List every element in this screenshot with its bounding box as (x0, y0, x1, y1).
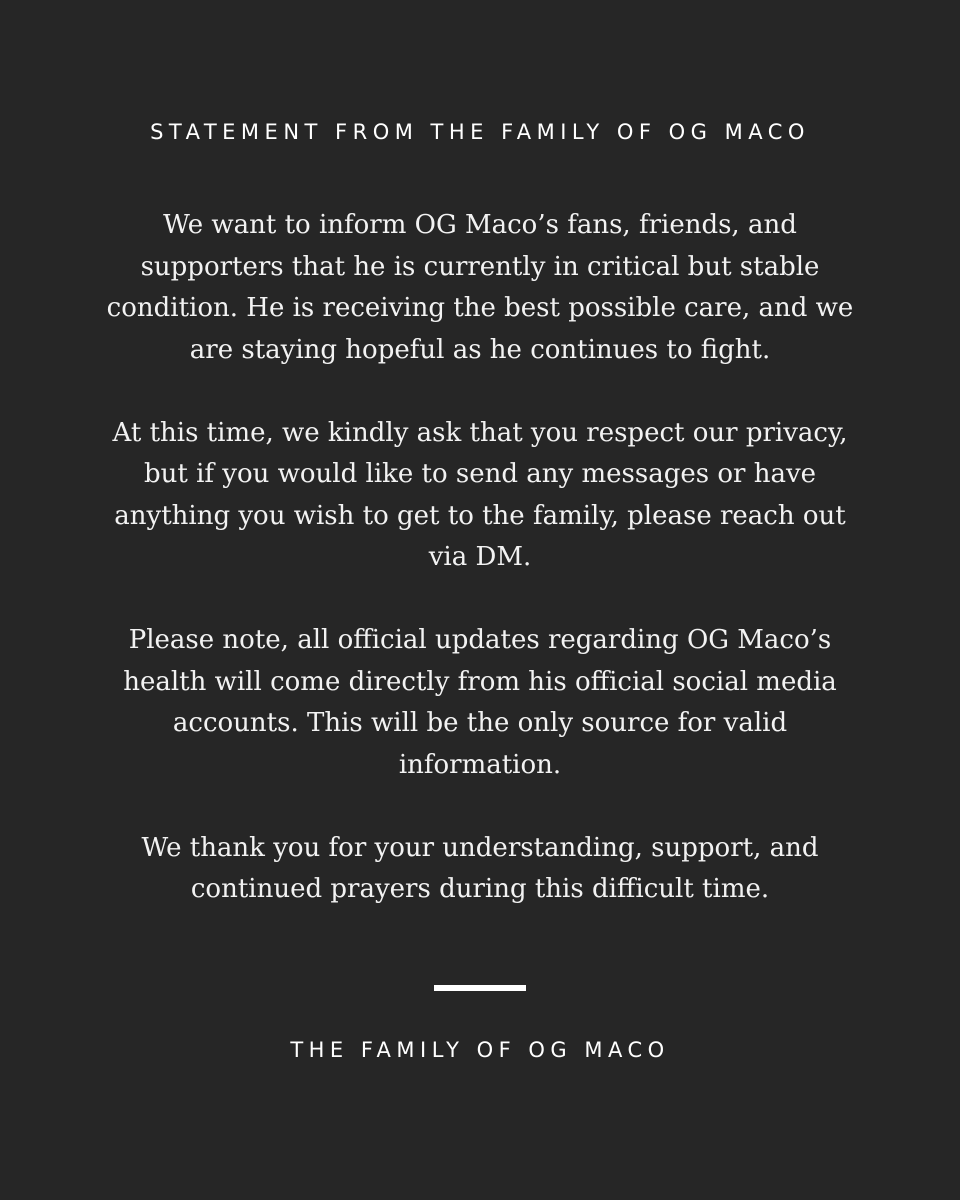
text-line: are staying hopeful as he continues to fight. (189, 334, 771, 365)
text-line: but if you would like to send any messages or have (143, 459, 817, 489)
text-line: accounts. This will be the only source for valid (172, 708, 788, 738)
statement-body (80, 205, 880, 952)
text-line: condition. He is receiving the best possible care, and we (106, 293, 854, 323)
paragraph-updates (80, 620, 880, 786)
divider (434, 985, 526, 991)
paragraph-condition (80, 205, 880, 371)
text-line: health will come directly from his official social media (123, 666, 837, 697)
text-line: continued prayers during this difficult time. (190, 874, 770, 904)
paragraph-thanks (80, 828, 880, 911)
signature: THE FAMILY OF OG MACO (290, 1038, 670, 1062)
text-line: Please note, all official updates regarding OG Maco’s (128, 625, 832, 655)
text-line: supporters that he is currently in critical but stable (140, 251, 820, 282)
paragraph-privacy (80, 413, 880, 579)
text-line: We thank you for your understanding, support, and (141, 832, 819, 863)
text-line: via DM. (428, 542, 532, 572)
text-line: At this time, we kindly ask that you respect our privacy, (112, 417, 848, 448)
text-line: We want to inform OG Maco’s fans, friends, and (163, 210, 797, 240)
statement-title: STATEMENT FROM THE FAMILY OF OG MACO (150, 120, 810, 144)
text-line: information. (398, 749, 562, 780)
text-line: anything you wish to get to the family, please reach out (114, 500, 846, 531)
